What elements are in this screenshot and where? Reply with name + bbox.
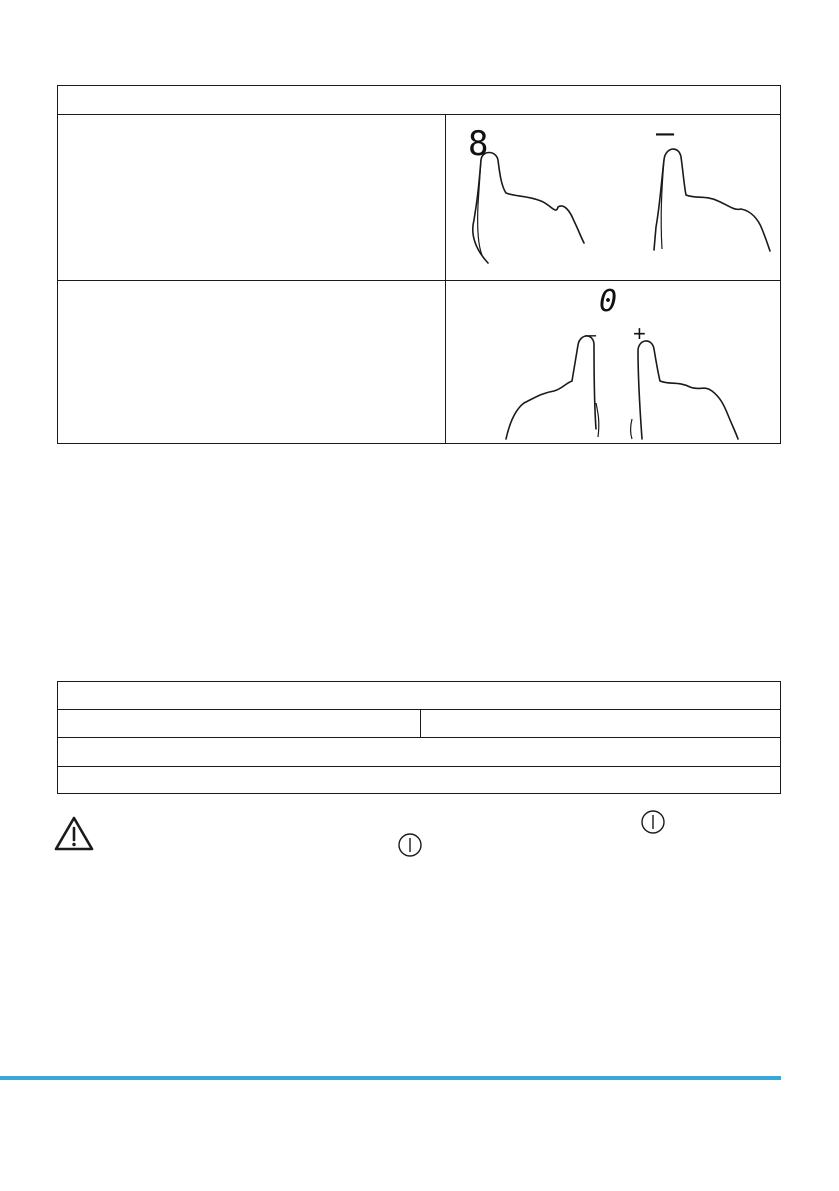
row2-illustration: [446, 281, 780, 443]
info-table-row-1: [58, 682, 780, 710]
power-icon: [640, 809, 666, 835]
warning-triangle-icon: [53, 815, 95, 853]
minus-label: –: [585, 324, 597, 346]
power-icon-inline: [397, 832, 423, 858]
info-table-row-2: [58, 710, 780, 738]
info-table-row-3: [58, 738, 780, 767]
table-header-row: [58, 86, 780, 115]
pointing-finger-right-icon: [446, 115, 780, 280]
info-table-row-4: [58, 767, 780, 793]
info-table: [57, 681, 781, 794]
row2-text-cell: [58, 281, 444, 443]
plus-label: +: [633, 321, 646, 346]
footer-accent-rule: [0, 1076, 781, 1080]
display-dash-right: –: [656, 116, 675, 151]
display-digit-left: 8: [468, 124, 489, 164]
row1-text-cell: [58, 115, 444, 280]
info-table-row-2-divider: [420, 710, 421, 737]
row1-illustration: [446, 115, 780, 280]
pointing-finger-plus-icon: [446, 281, 780, 443]
settings-table: [57, 85, 781, 444]
display-digit-zero: 0: [599, 284, 618, 319]
